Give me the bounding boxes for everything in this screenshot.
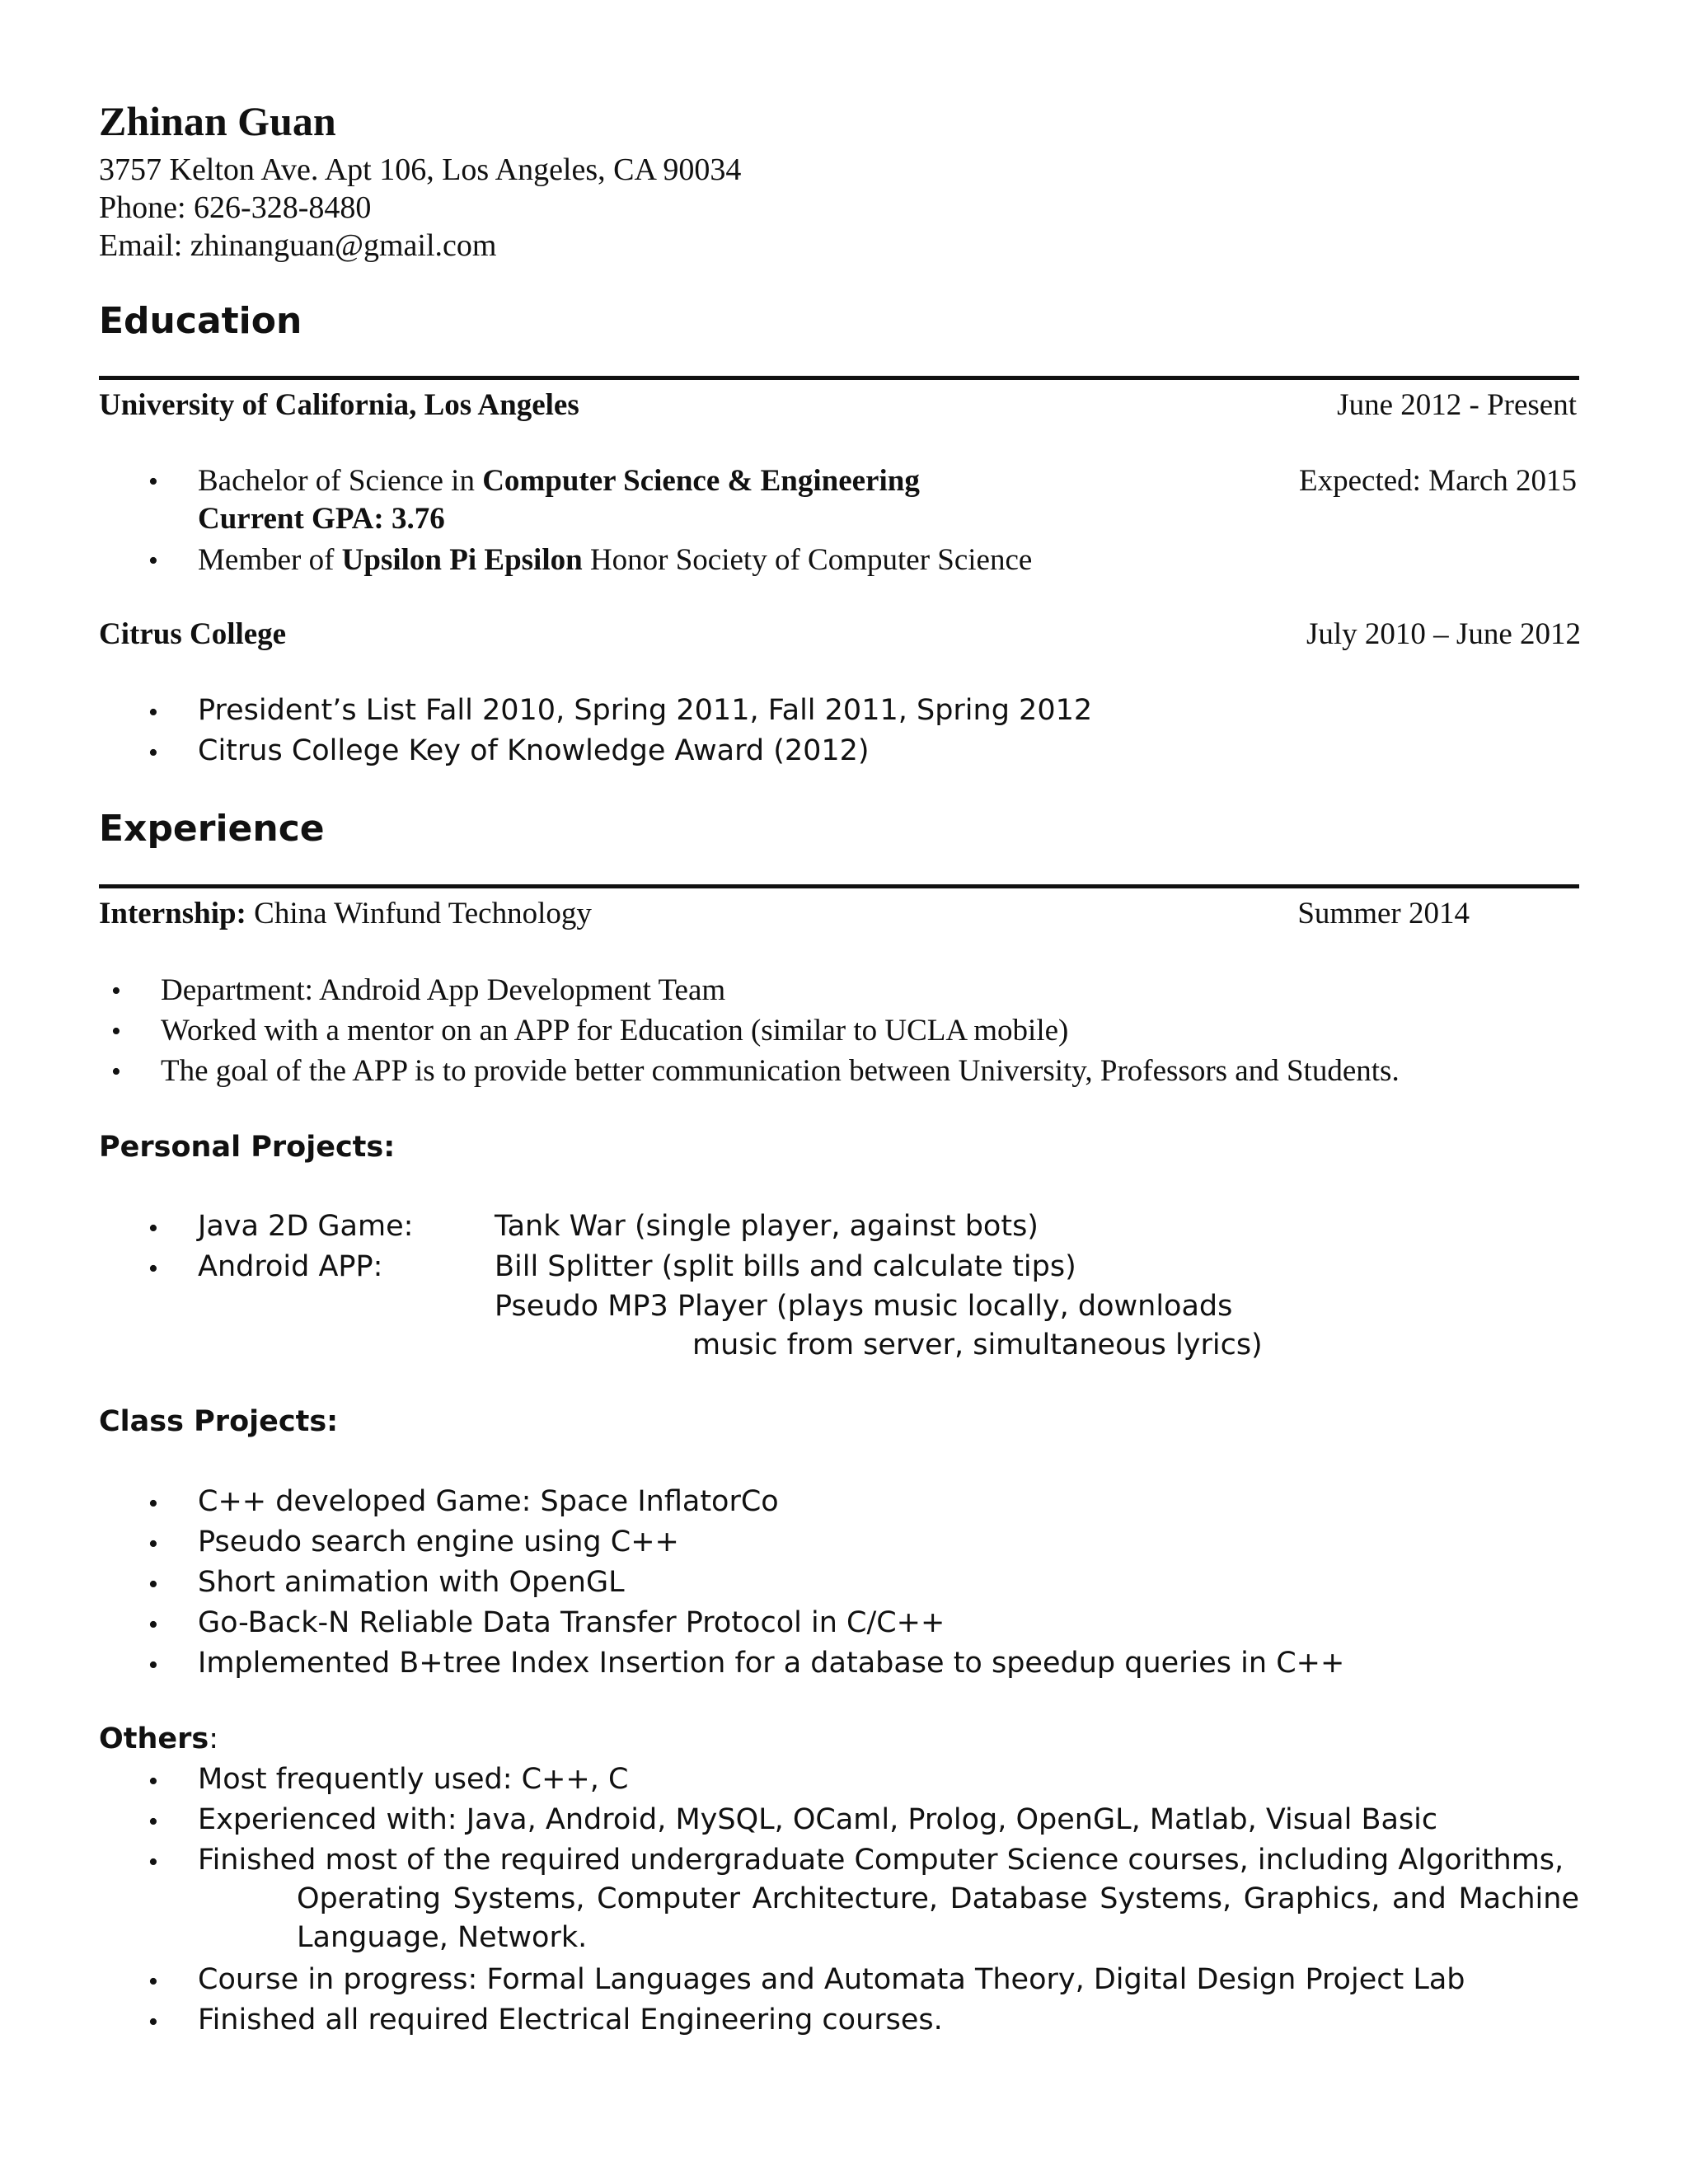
internship-line [99,896,592,931]
bullet: • [148,738,158,768]
member-org: Upsilon Pi Epsilon [341,543,583,577]
education-heading: Education [99,300,302,342]
others-colon: : [209,1722,219,1755]
experience-heading: Experience [99,808,325,850]
expected-graduation: Expected: March 2015 [1299,464,1577,498]
bullet: • [148,466,158,497]
bullet: • [148,1213,158,1244]
citrus-dates: July 2010 – June 2012 [1306,617,1581,651]
others-item-continuation: Language, Network. [297,1921,588,1954]
internship-company: China Winfund Technology [246,897,592,930]
bullet: • [148,1847,158,1877]
class-project-item: Implemented B+tree Index Insertion for a database to speedup queries in C++ [198,1647,1345,1680]
class-project-item: Short animation with OpenGL [198,1566,625,1599]
android-app-label: Android APP: [198,1250,383,1283]
bullet: • [111,1016,121,1047]
java-game-value: Tank War (single player, against bots) [495,1210,1039,1243]
bullet: • [148,1650,158,1680]
internship-dates: Summer 2014 [1297,897,1470,930]
bullet: • [148,1529,158,1559]
others-heading: Others [99,1722,209,1755]
others-item: Most frequently used: C++, C [198,1763,629,1796]
java-game-label: Java 2D Game: [198,1210,414,1243]
address: 3757 Kelton Ave. Apt 106, Los Angeles, CA 90034 [99,152,742,187]
internship-item: Worked with a mentor on an APP for Education (similar to UCLA mobile) [161,1014,1069,1047]
others-item: Experienced with: Java, Android, MySQL, OCaml, Prolog, OpenGL, Matlab, Visual Basic [198,1803,1438,1836]
others-item-continuation: Operating Systems, Computer Architecture, Database Systems, Graphics, and Machine [297,1882,1579,1915]
bullet: • [111,976,121,1006]
citrus-item: President’s List Fall 2010, Spring 2011, Fall 2011, Spring 2012 [198,694,1093,727]
others-item: Course in progress: Formal Languages and Automata Theory, Digital Design Project Lab [198,1963,1465,1996]
bullet: • [148,697,158,728]
internship-label: Internship: [99,897,246,930]
email: Email: zhinanguan@gmail.com [99,228,497,263]
ucla-name: University of California, Los Angeles [99,388,579,422]
bullet: • [111,1057,121,1087]
bullet: • [148,546,158,576]
android-app-value: music from server, simultaneous lyrics) [692,1329,1263,1361]
bullet: • [148,1966,158,1997]
bullet: • [148,1807,158,1837]
citrus-name: Citrus College [99,617,287,651]
android-app-value: Bill Splitter (split bills and calculate tips) [495,1250,1076,1283]
candidate-name: Zhinan Guan [99,98,336,144]
bullet: • [148,2007,158,2037]
member-prefix: Member of [198,543,342,577]
honor-society-line [198,542,1032,578]
internship-item: Department: Android App Development Team [161,973,726,1007]
education-divider [99,376,1579,380]
degree-prefix: Bachelor of Science in [198,464,483,498]
bullet: • [148,1488,158,1519]
bullet: • [148,1569,158,1600]
android-app-value: Pseudo MP3 Player (plays music locally, downloads [495,1290,1233,1323]
class-projects-heading: Class Projects: [99,1405,339,1438]
bullet: • [148,1254,158,1284]
others-heading-line [99,1722,218,1755]
bullet: • [148,1766,158,1797]
member-suffix: Honor Society of Computer Science [582,543,1033,577]
class-project-item: Go-Back-N Reliable Data Transfer Protocol in C/C++ [198,1606,945,1639]
degree-major: Computer Science & Engineering [482,464,920,498]
class-project-item: C++ developed Game: Space InflatorCo [198,1485,779,1518]
citrus-item: Citrus College Key of Knowledge Award (2012) [198,734,870,767]
internship-item: The goal of the APP is to provide better communication between University, Professors and Students. [161,1054,1400,1088]
phone: Phone: 626-328-8480 [99,190,372,225]
experience-divider [99,884,1579,888]
personal-projects-heading: Personal Projects: [99,1131,396,1164]
gpa: Current GPA: 3.76 [198,502,445,536]
others-item: Finished all required Electrical Engineering courses. [198,2004,943,2036]
bullet: • [148,1610,158,1640]
class-project-item: Pseudo search engine using C++ [198,1526,679,1558]
others-item: Finished most of the required undergraduate Computer Science courses, including Algorithms, [198,1844,1564,1877]
ucla-dates: June 2012 - Present [1337,388,1577,422]
degree-line [198,463,920,499]
